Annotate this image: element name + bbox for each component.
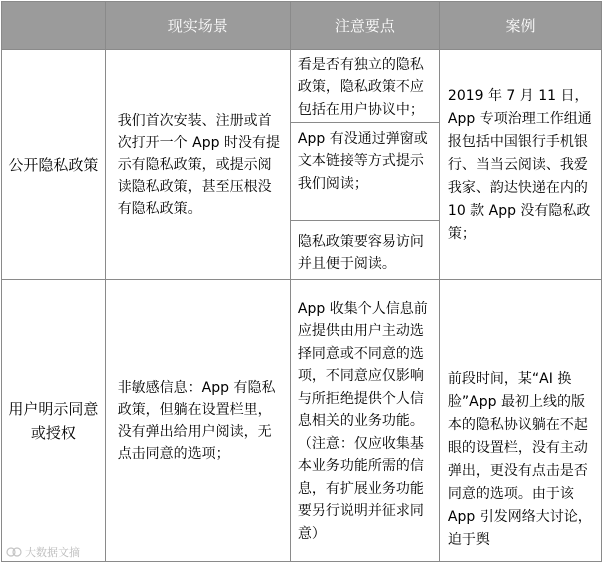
note-item: App 有没通过弹窗或文本链接等方式提示我们阅读； [291, 122, 439, 220]
case-cell [439, 50, 601, 280]
situation-text: 非敏感信息：App 有隐私政策，但躺在设置栏里，没有弹出给用户阅读，无点击同意的选项； [117, 379, 276, 462]
situation-cell [105, 280, 290, 562]
case-cell [439, 280, 601, 562]
note-item: App 收集个人信息前应提供由用户主动选择同意或不同意的选项，不同意应仅影响与所拒绝提供个人信息相关的业务功能。（注意：仅应收集基本业务功能所需的信息，有扩展业务功能要另行说明并征求同意） [297, 300, 428, 542]
scenario-label: 用户明示同意或授权 [8, 399, 99, 442]
header-cell-case: 案例 [439, 2, 601, 50]
header-cell-notes: 注意要点 [290, 2, 439, 50]
situation-text: 我们首次安装、注册或首次打开一个 App 时没有提示有隐私政策，或提示阅读隐私政策，甚至压根没有隐私政策。 [117, 112, 280, 217]
note-item: 隐私政策要容易访问并且便于阅读。 [291, 220, 439, 276]
privacy-table [1, 1, 602, 562]
watermark-logo-icon [6, 546, 22, 558]
scenario-cell [2, 50, 106, 280]
header-row [2, 2, 602, 50]
header-cell-situation: 现实场景 [105, 2, 290, 50]
header-cell-empty [2, 2, 106, 50]
notes-cell [290, 50, 439, 280]
note-item: 看是否有独立的隐私政策，隐私政策不应包括在用户协议中； [297, 56, 424, 118]
scenario-label: 公开隐私政策 [8, 155, 99, 174]
case-text: 2019 年 7 月 11 日，App 专项治理工作组通报包括中国银行手机银行、当当云阅读、我爱我家、韵达快递在内的 10 款 App 没有隐私政策； [447, 88, 592, 242]
table-row [2, 50, 602, 280]
case-text: 前段时间，某“AI 换脸”App 最初上线的版本的隐私协议躺在不起眼的设置栏，没有主动弹出，更没有点击是否同意的选项。由于该 App 引发网络大讨论，迫于舆 [447, 371, 592, 548]
situation-cell [105, 50, 290, 280]
scenario-cell [2, 280, 106, 562]
table-row [2, 280, 602, 562]
notes-cell [290, 280, 439, 562]
watermark-text: 大数据文摘 [25, 546, 80, 559]
watermark [6, 544, 80, 560]
